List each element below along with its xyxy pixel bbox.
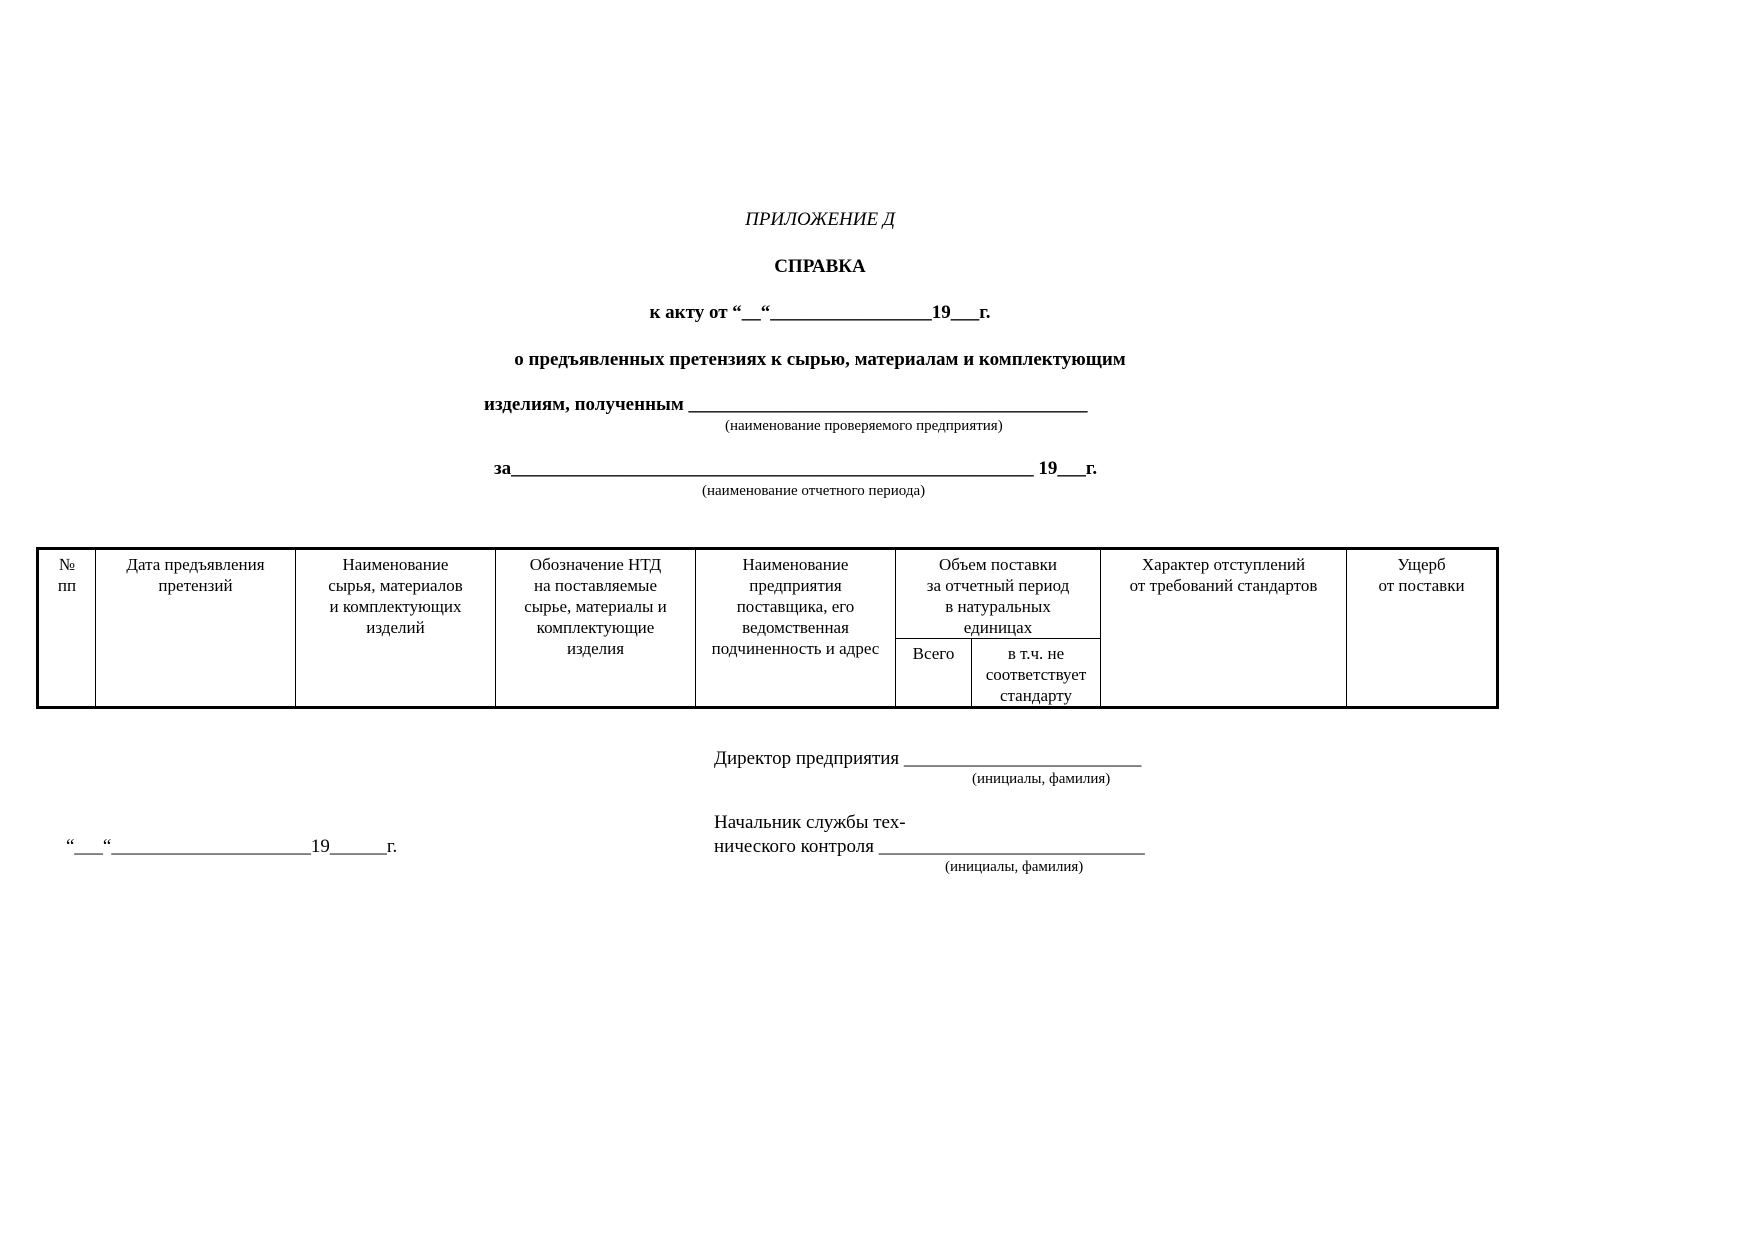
header-volume-total: Всего [896, 639, 972, 708]
header-deviation: Характер отступлений от требований стандартов [1101, 549, 1347, 708]
period-name-caption: (наименование отчетного периода) [702, 483, 926, 499]
claims-subject-line: о предъявленных претензиях к сырью, материалам и комплектующим [514, 349, 1126, 370]
date-line: “___“_____________________19______г. [66, 836, 398, 857]
claims-table [36, 547, 1499, 709]
header-ntd-designation: Обозначение НТД на поставляемые сырье, материалы и комплектующие изделия [496, 549, 696, 708]
enterprise-name-caption: (наименование проверяемого предприятия) [725, 418, 1003, 434]
header-material-name: Наименование сырья, материалов и комплектующих изделий [296, 549, 496, 708]
header-damage: Ущерб от поставки [1347, 549, 1498, 708]
document-title: СПРАВКА [774, 256, 866, 277]
header-number: № пп [38, 549, 96, 708]
header-supplier: Наименование предприятия поставщика, его ведомственная подчиненность и адрес [696, 549, 896, 708]
received-from-line: изделиям, полученным __________________________________________ [484, 394, 1088, 415]
reporting-period-line: за_______________________________________________________ 19___г. [494, 458, 1098, 479]
act-reference-line: к акту от “__“_________________19___г. [649, 302, 991, 323]
header-claim-date: Дата предъявления претензий [96, 549, 296, 708]
qc-chief-line-1: Начальник службы тех- [714, 812, 906, 833]
qc-chief-initials-caption: (инициалы, фамилия) [945, 859, 1084, 875]
director-initials-caption: (инициалы, фамилия) [972, 771, 1111, 787]
director-signature-line: Директор предприятия _________________________ [714, 748, 1142, 769]
qc-chief-signature-line: нического контроля ____________________________ [714, 836, 1145, 857]
appendix-label: ПРИЛОЖЕНИЕ Д [745, 209, 895, 230]
header-delivery-volume: Объем поставки за отчетный период в натуральных единицах [896, 549, 1101, 639]
header-volume-noncompliant: в т.ч. не соответствует стандарту [972, 639, 1101, 708]
